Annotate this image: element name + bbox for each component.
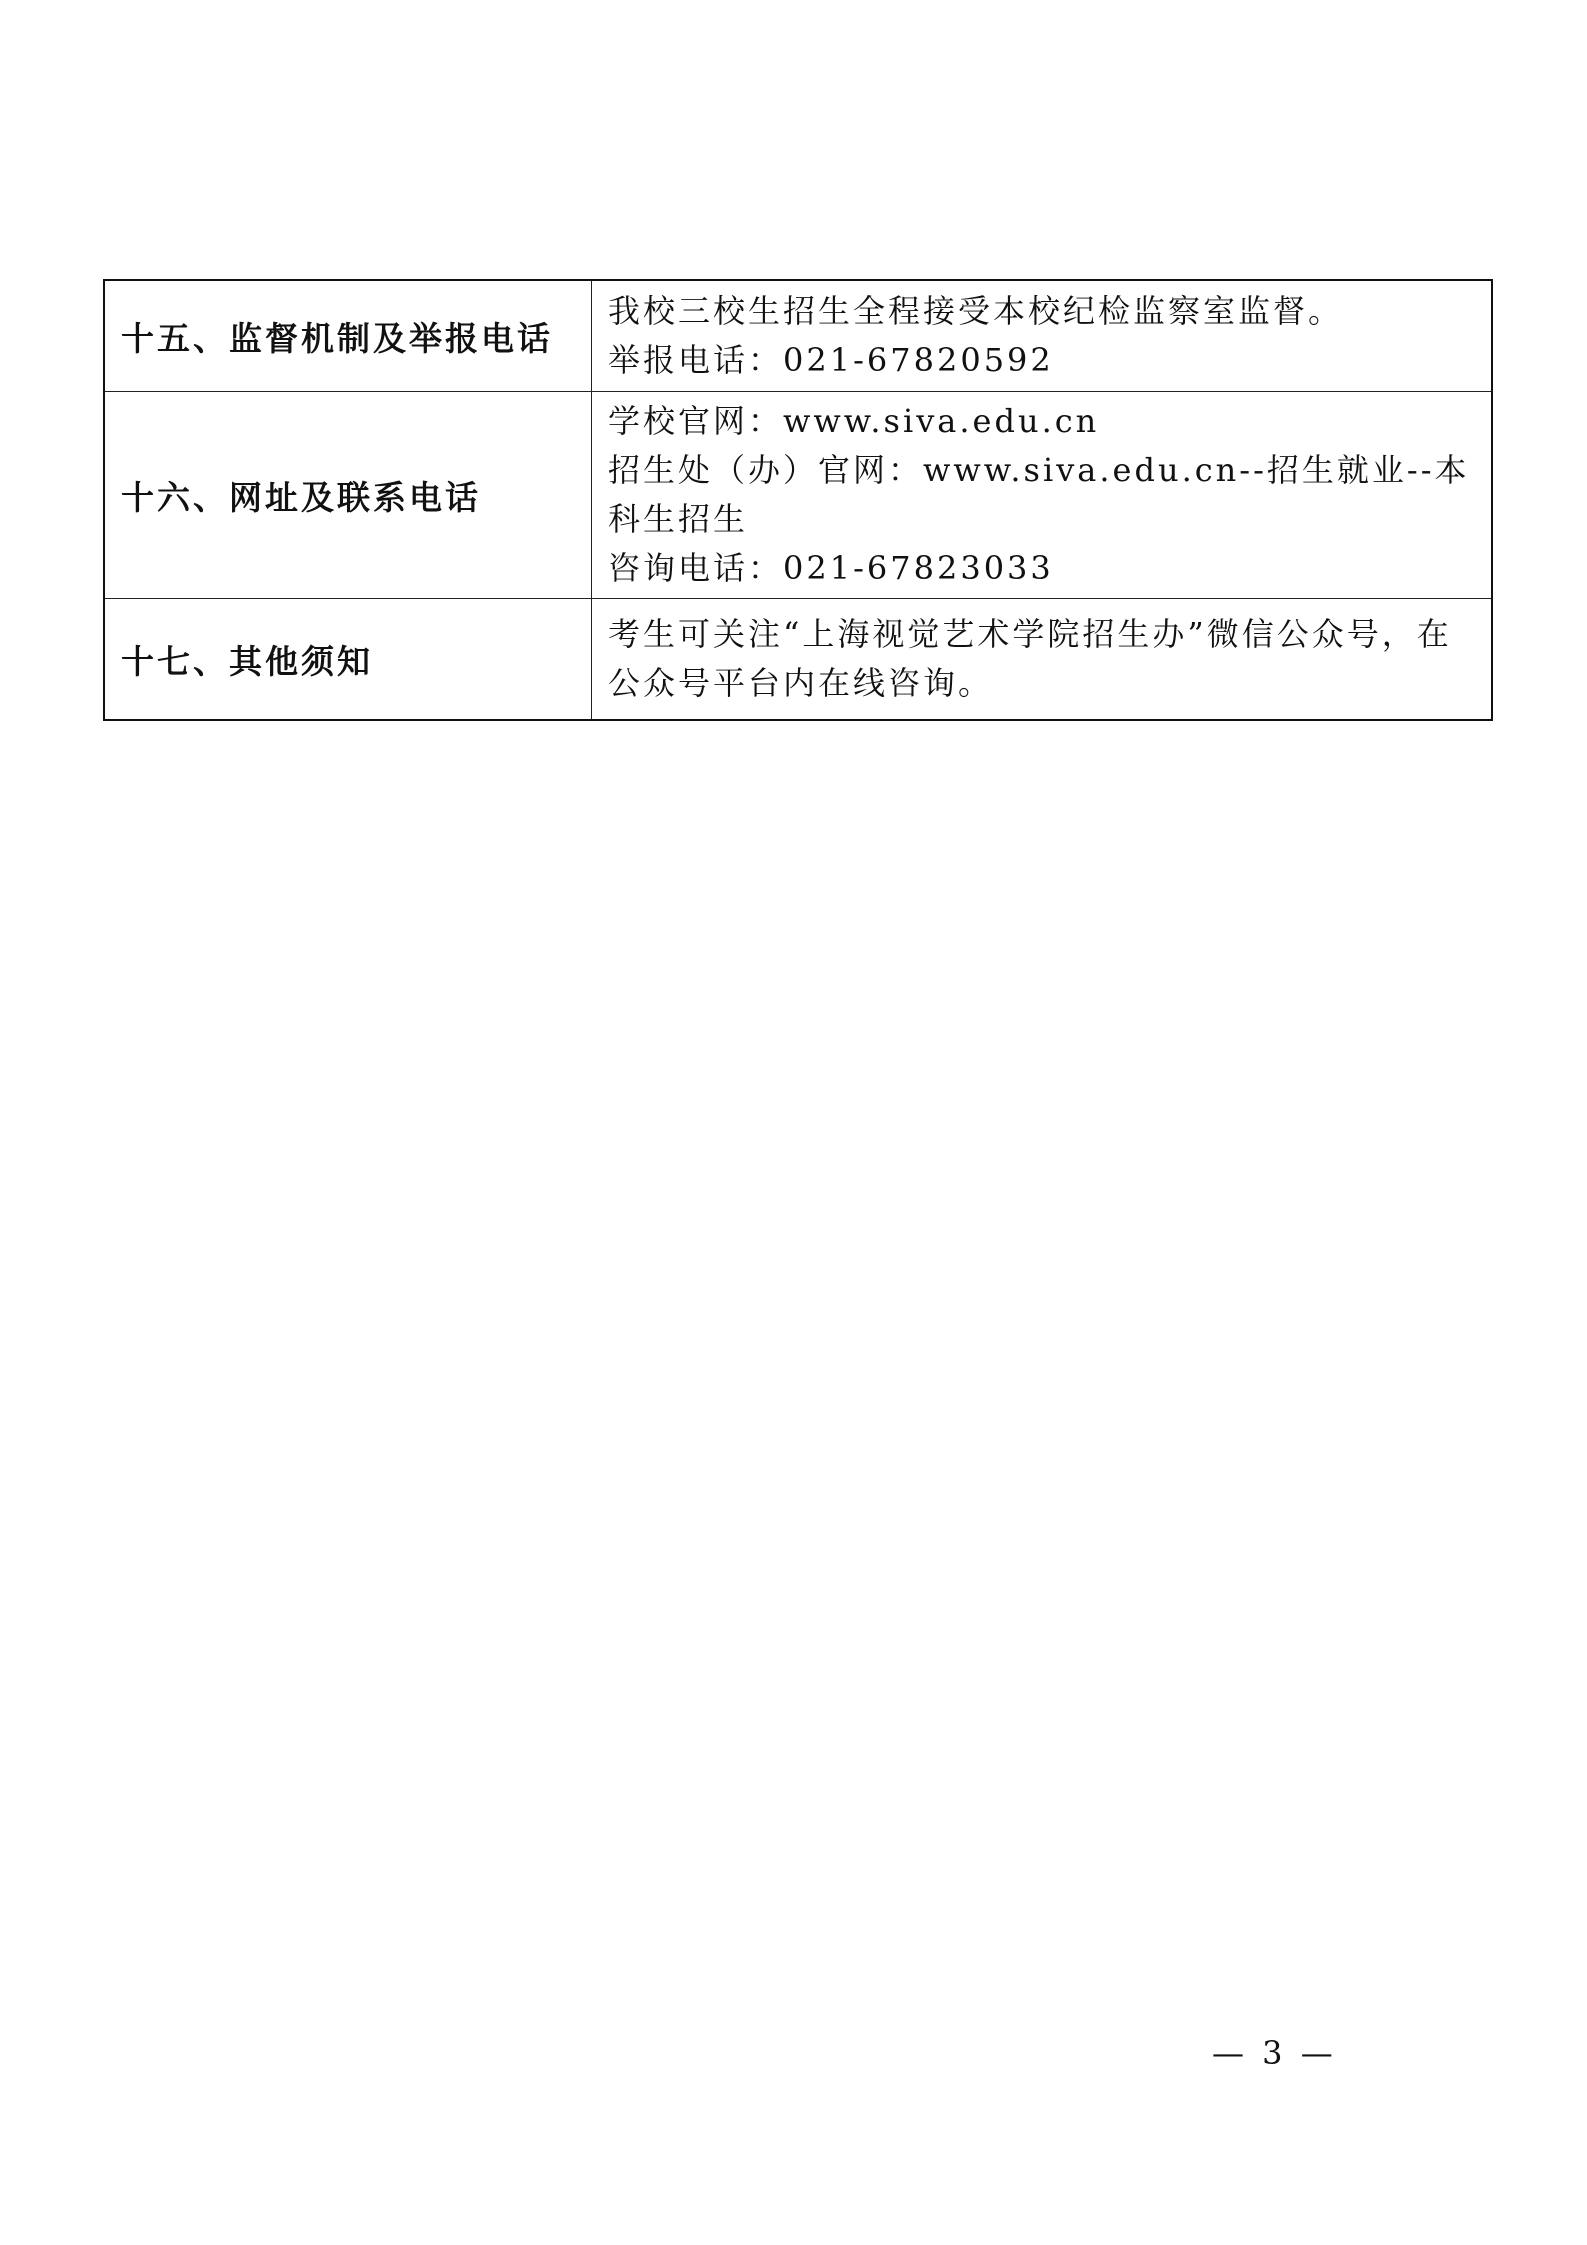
row-label-website-contact: 十六、网址及联系电话 [105,392,592,599]
supervision-statement: 我校三校生招生全程接受本校纪检监察室监督。 [608,292,1344,330]
report-phone: 举报电话：021-67820592 [608,341,1054,379]
row-content-other-notes [592,599,1492,720]
row-content-website-contact [592,392,1492,599]
admissions-website-text: 招生处（办）官网：www.siva.edu.cn--招生就业--本科生招生 [608,451,1470,538]
page-number: — 3 — [1212,2034,1337,2072]
table-row [105,392,1492,599]
row-label-other-notes: 十七、其他须知 [105,599,592,720]
admission-info-table [104,280,1492,720]
school-website-text: 学校官网：www.siva.edu.cn [608,402,1100,440]
table-row [105,281,1492,392]
row-label-supervision: 十五、监督机制及举报电话 [105,281,592,392]
consult-phone: 咨询电话：021-67823033 [608,549,1054,587]
wechat-notice: 考生可关注“上海视觉艺术学院招生办”微信公众号，在公众号平台内在线咨询。 [608,615,1452,702]
table-row [105,599,1492,720]
row-content-supervision [592,281,1492,392]
